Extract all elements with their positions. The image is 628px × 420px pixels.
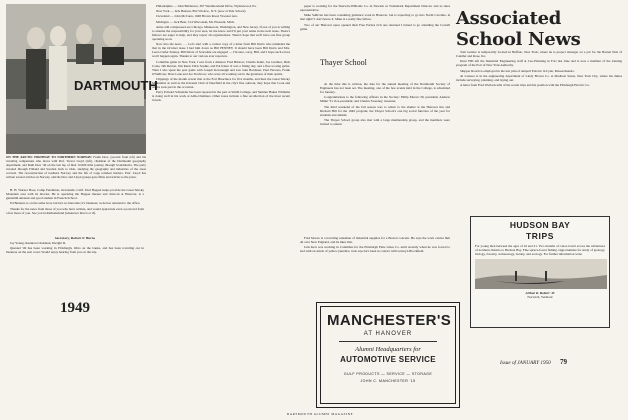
column-3 (300, 4, 450, 56)
manchester-ad-location: AT HANOVER (363, 331, 413, 337)
hudson-ad-title: HUDSON BAY (509, 220, 571, 230)
col2-paragraph: Michigan — Jack Best, 314 Wisconsin, Mt. Pleasant, Mich. (156, 19, 235, 24)
col1-paragraph: Ed Bennett, is on the same boat, but he's no historian; it's business; as he has returned to the office. (10, 201, 141, 206)
right-paragraph: Al Lansser is in the engineering department of Lindy Brown Co. at Madison Street, New York City, where his duties include surveying, planning, and laying out. (456, 73, 622, 82)
col2-paragraph: Cleveland — John McCann, 1048 Brown Road, Wooster Ave. (156, 14, 238, 19)
manchester-ad-title: MANCHESTER'S (327, 312, 452, 329)
manchester-ad-frame (320, 306, 456, 404)
hudson-ad-body: For young men between the ages of 16 and 21. Two months of canoe travel across the wilderness of northern Ontario to Hudson Bay. Fine spruce-forest fishing. Opportunities for study of geology, biology, forestry, archaeology, botany, and ecology. For further information write (475, 244, 605, 256)
col4-paragraph: The Thayer School group also met with a large membership group, and the members were invited to attend. (320, 117, 450, 126)
page-footer: DARTMOUTH ALUMNI MAGAZINE (286, 412, 354, 416)
right-paragraph: Dave Hill left the Industrial Engineering staff at Ceo-Planning in Fort last June and is now a member of the training program of the Port of New York Authority. (456, 59, 622, 68)
hudson-contact-name: Arthur K. Robert '45 (525, 291, 555, 295)
col1b-paragraph: Quesnel '49 has been working in Pittsburgh, Ohio on the banks, and has been traveling out in business on the east coast. Would enjoy hearing from you on the trip. (6, 246, 144, 255)
masthead: Associated School News (456, 8, 581, 50)
class-secretary-heading: Secretary, Robert F. Burns (54, 235, 96, 240)
section-title: Thayer School (320, 58, 367, 67)
col1-paragraph: Thanks for the news from those of you who have written, and would appreciate even a postcard from a few more of you. See you in Reihomeland (whenever that is or if). (6, 206, 144, 215)
col3-paragraph: Mike Sullivan has been consulting guidance work in Hanover, but is expecting to go into North Carolina. Is that right? I don't know it. Mike is a really fine fellow. (300, 13, 450, 22)
column-3-continued (300, 236, 450, 298)
col2-paragraph: Now into the news . . . Let's start with a carbon copy of a letter from Bill Davis who reminded me that in the October issue I had him down as Bill PENNEY. It should have been Bill Davis and Mrs. Leota Cutler Penney. Bill Davis of Scarsdale are engaged — I'm sure, sorry, Bill, and I hope such errors won't happen again. Thanks to our various ever reporters. (152, 42, 290, 59)
col4-paragraph: Congratulations to the following officers in the Society: Philip Moran '29, president; Andrew Miller '31 vice-president; and Charles Sweeney, treasurer. (320, 95, 450, 104)
caption-lead: ON THE ARCTIC HIGHWAY TO NORTHERN NORWAY: (6, 155, 92, 159)
page-number: 79 (560, 358, 567, 366)
col2-paragraph: Arnie still compressed are Chicago, Minnesota, Washington, and New Jersey. If one of you is willing to assume the responsibility for your area, let me know and I'll put your name in the next issue. There's fellows are eager to help, and they report all organizations. There's hope that we'll have one fine group operating soon. (152, 24, 290, 42)
col2-paragraph: New York — Jack Benson, 802 5th Ave., N.Y. (now at Yale School). (156, 9, 247, 14)
thayer-column (320, 82, 450, 232)
manchester-ad-proprietor: JOHN C. MANCHESTER '15 (360, 379, 416, 383)
hudson-bay-ad (470, 216, 610, 328)
col1b-paragraph: Jay Young, Reunion Chairman, Dwight D. (10, 241, 66, 246)
manchester-ad-headquarters: Alumni Headquarters for (355, 346, 421, 353)
manchester-ad-service: AUTOMOTIVE SERVICE (340, 355, 436, 364)
hudson-contact-place: Norwich, Vermont (527, 295, 553, 299)
col2-paragraph: Columbia game in New York, I saw from a distance Fred Bristow, Charlie Kahn, Joe Gardner, Dick Coles, Jim Reston, Jim Reed, Dick Sophie, and Pat Kleer. It was a fitting day, and a fine scoring game. Then I also spent the post game with Joseph Kavanaugh and saw Jake Boldauer, Paul Parsons, Frank O'Sullivan, Dave Lane and Joe Trechrow, who were all working out in the greatness of their spirits. (152, 59, 290, 76)
col4-paragraph: The third weekend of the fall season was to return to the shelter at the Hanover Inn and Richard Hill for the 1949 program, the Thayer School's one big social function of the year for students and alumni. (320, 104, 450, 117)
class-year-heading: 1949 (60, 300, 90, 316)
right-paragraph: A letter from Fred Warlock tells of his recent trips and his position with the Pittsburgh Electric Co. (460, 83, 591, 88)
col4-paragraph: At the time this is written, the date for the annual meeting of the Dartmouth Society of Engineers has not been set. The meeting, one of the few events held in the College, is scheduled for January. (320, 82, 450, 95)
col2-paragraph: Clippings of the month reveal that at the Fort Huachuca for five months, and then the Great Smoky Mountains as well as the Kiwanis Club of Deerfield in the city's fine outlook, they hope that Cook and others took part in the occasion. (152, 77, 290, 90)
col1-paragraph: H. H. Warner Bose, Camp Pendleton, Oceanside, Calif. Paul Hopper helps provide the Great Smoky Mountain area with its movies. He is operating the Hopper theater and drive-in at Hanover, is a gunsmith amateur and good student in French-School. (6, 188, 144, 201)
issue-label: Issue of JANUARY 1950 (500, 360, 551, 366)
column-2 (152, 4, 290, 412)
col3-paragraph: Fred Moore is a traveling salesman of industrial supplies for a Boston concern. He says the work carries him all over New England, and he likes that. (300, 236, 450, 245)
right-paragraph: Tom Geisler is temporarily located in Buffalo, New York, where he is project manager on a job for the Barrett firm of Candler and Rose, Inc. (456, 50, 622, 59)
col3-paragraph: Jack Kerr was working in Columbus for the Pittsburgh Plate Glass Co. until recently when he was forced to bed with an attack of yellow jaundice. Jack says he's been in contact with Lenwyn Brockfield. (300, 245, 450, 254)
photo-caption (6, 156, 146, 179)
travel-photo-image (6, 4, 158, 154)
caption-text: Frank Dow, (second from left) and his traveling companions who drove with Prof. Trevor Lloyd (left), chairman of the Dartmouth geography department, and Ruth Dow '49 on the last lap of their 10,000 mile journey through Scandinavia. The party traveled through Finland and Sweden back to Oslo, studying the geography and industries of the areas covered. The reconstruction of northern Norway and the life of Lapp reindeer herders. Prof. Lloyd has written several articles on Norway. and the Dow and Lloyd groups gave films and articles to the press. (6, 155, 147, 179)
col2-paragraph: Philadelphia — John Balderson, 307 Westmoreland Drive, Wynnewood, Pa. (156, 4, 257, 8)
manchester-ad (316, 302, 460, 408)
manchester-ad-rule (339, 341, 437, 342)
car-banner-text: DARTMOUTH (74, 78, 158, 93)
canoe-illustration (475, 259, 605, 289)
right-paragraph: Skipper Rouch is employed in the test plan of Ampoll Electric in Lynn, Massachusetts. (460, 68, 575, 73)
hudson-ad-subtitle: TRIPS (525, 231, 555, 241)
travel-photo (6, 4, 158, 154)
col2-paragraph: Perry Edward Schneider has been reported in the past at Smith College, and Sumner Hakes Williams is doing well in his work at Allis-Chalmers. Other notes include a fine recollection of the most recent travels. (152, 90, 290, 103)
right-column (456, 50, 622, 210)
manchester-ad-products: GULF PRODUCTS — SERVICE — STORAGE (343, 372, 433, 376)
col3-paragraph: Two of our Hanover upon opened their Free Parties rich one returned I turned to go attending the Cornell game. (300, 22, 450, 31)
canoe-icon (475, 259, 607, 289)
hudson-ad-contact (475, 291, 605, 299)
col3-paragraph: paper is working for the Sherwin-Williams Co. in Newark as Trademark Department Director and as sales representative. (300, 4, 450, 13)
